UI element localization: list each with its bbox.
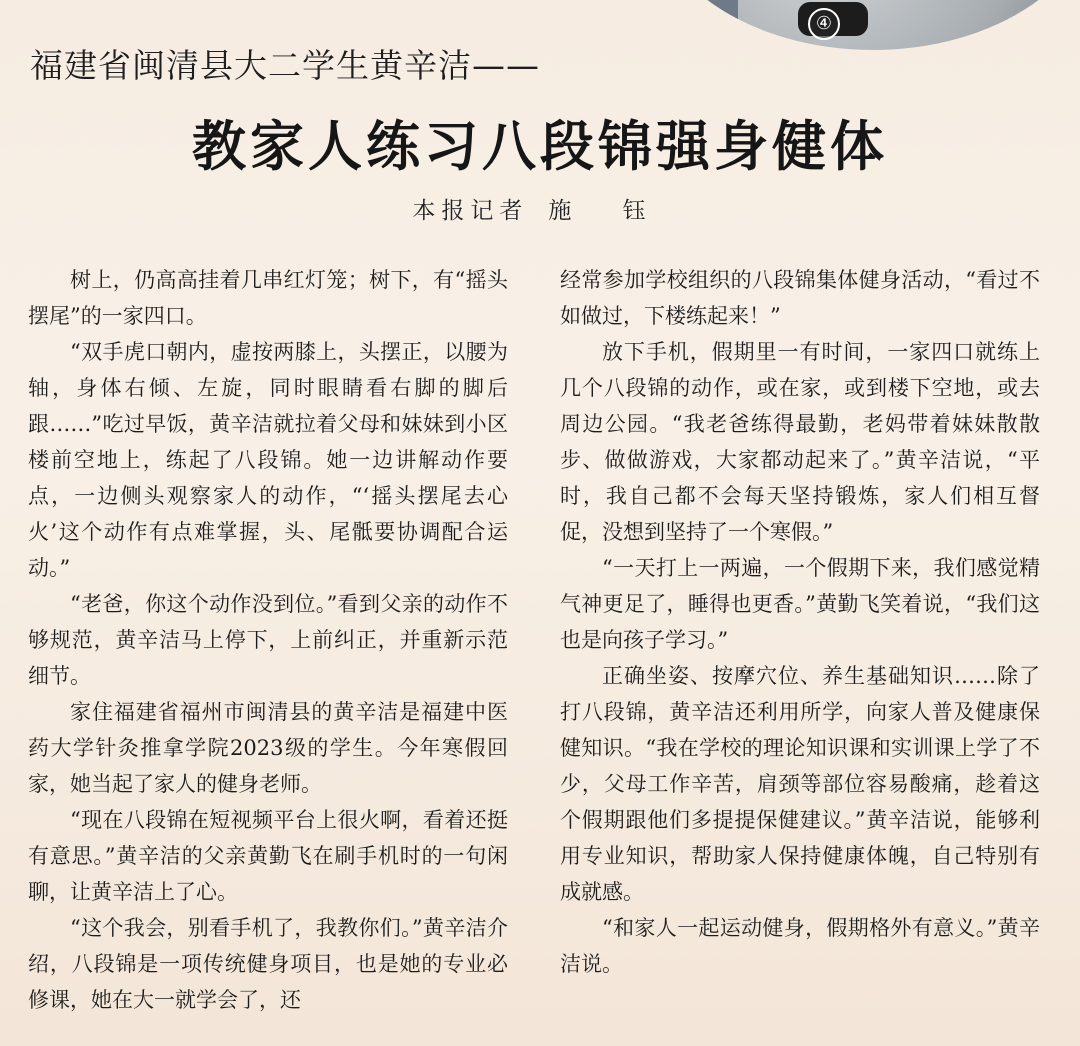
byline: [0, 192, 1080, 225]
article-headline: 教家人练习八段锦强身健体: [192, 114, 888, 178]
byline-name: 施 钰: [548, 198, 668, 224]
paragraph: 正确坐姿、按摩穴位、养生基础知识……除了打八段锦，黄辛洁还利用所学，向家人普及健康保健知识。“我在学校的理论知识课和实训课上学了不少，父母工作辛苦，肩颈等部位容易酸痛，趁着这个假期跟他们多提提保健建议。”黄辛洁说，能够利用专业知识，帮助家人保持健康体魄，自己特别有成就感。: [560, 664, 1040, 904]
paragraph: “一天打上一两遍，一个假期下来，我们感觉精气神更足了，睡得也更香。”黄勤飞笑着说，“我们这也是向孩子学习。”: [560, 556, 1040, 652]
photo-number-badge: ④: [808, 8, 840, 40]
paragraph: “和家人一起运动健身，假期格外有意义。”黄辛洁说。: [560, 916, 1040, 976]
paragraph-continuation: 经常参加学校组织的八段锦集体健身活动，“看过不如做过，下楼练起来！”: [560, 268, 1040, 328]
byline-role: 本报记者: [412, 198, 529, 224]
article-column-left: [28, 262, 508, 1018]
article-kicker: 福建省闽清县大二学生黄辛洁——: [30, 46, 540, 85]
paragraph: “双手虎口朝内，虚按两膝上，头摆正，以腰为轴，身体右倾、左旋，同时眼睛看右脚的脚后跟……”吃过早饭，黄辛洁就拉着父母和妹妹到小区楼前空地上，练起了八段锦。她一边讲解动作要点，一边侧头观察家人的动作，“‘摇头摆尾去心火’这个动作有点难掌握，头、尾骶要协调配合运动。”: [28, 340, 508, 580]
paragraph: “现在八段锦在短视频平台上很火啊，看着还挺有意思。”黄辛洁的父亲黄勤飞在刷手机时的一句闲聊，让黄辛洁上了心。: [28, 808, 508, 904]
article-column-right: [560, 262, 1040, 982]
paragraph: “老爸，你这个动作没到位。”看到父亲的动作不够规范，黄辛洁马上停下，上前纠正，并重新示范细节。: [28, 592, 508, 688]
paragraph: 家住福建省福州市闽清县的黄辛洁是福建中医药大学针灸推拿学院2023级的学生。今年寒假回家，她当起了家人的健身老师。: [28, 700, 508, 796]
photo-leg: [698, 0, 738, 50]
paragraph: “这个我会，别看手机了，我教你们。”黄辛洁介绍，八段锦是一项传统健身项目，也是她的专业必修课，她在大一就学会了，还: [28, 916, 508, 1012]
paragraph: 树上，仍高高挂着几串红灯笼；树下，有“摇头摆尾”的一家四口。: [28, 268, 508, 328]
top-photo: [648, 0, 1080, 50]
paragraph: 放下手机，假期里一有时间，一家四口就练上几个八段锦的动作，或在家，或到楼下空地，或去周边公园。“我老爸练得最勤，老妈带着妹妹散散步、做做游戏，大家都动起来了。”黄辛洁说，“平时，我自己都不会每天坚持锻炼，家人们相互督促，没想到坚持了一个寒假。”: [560, 340, 1040, 544]
